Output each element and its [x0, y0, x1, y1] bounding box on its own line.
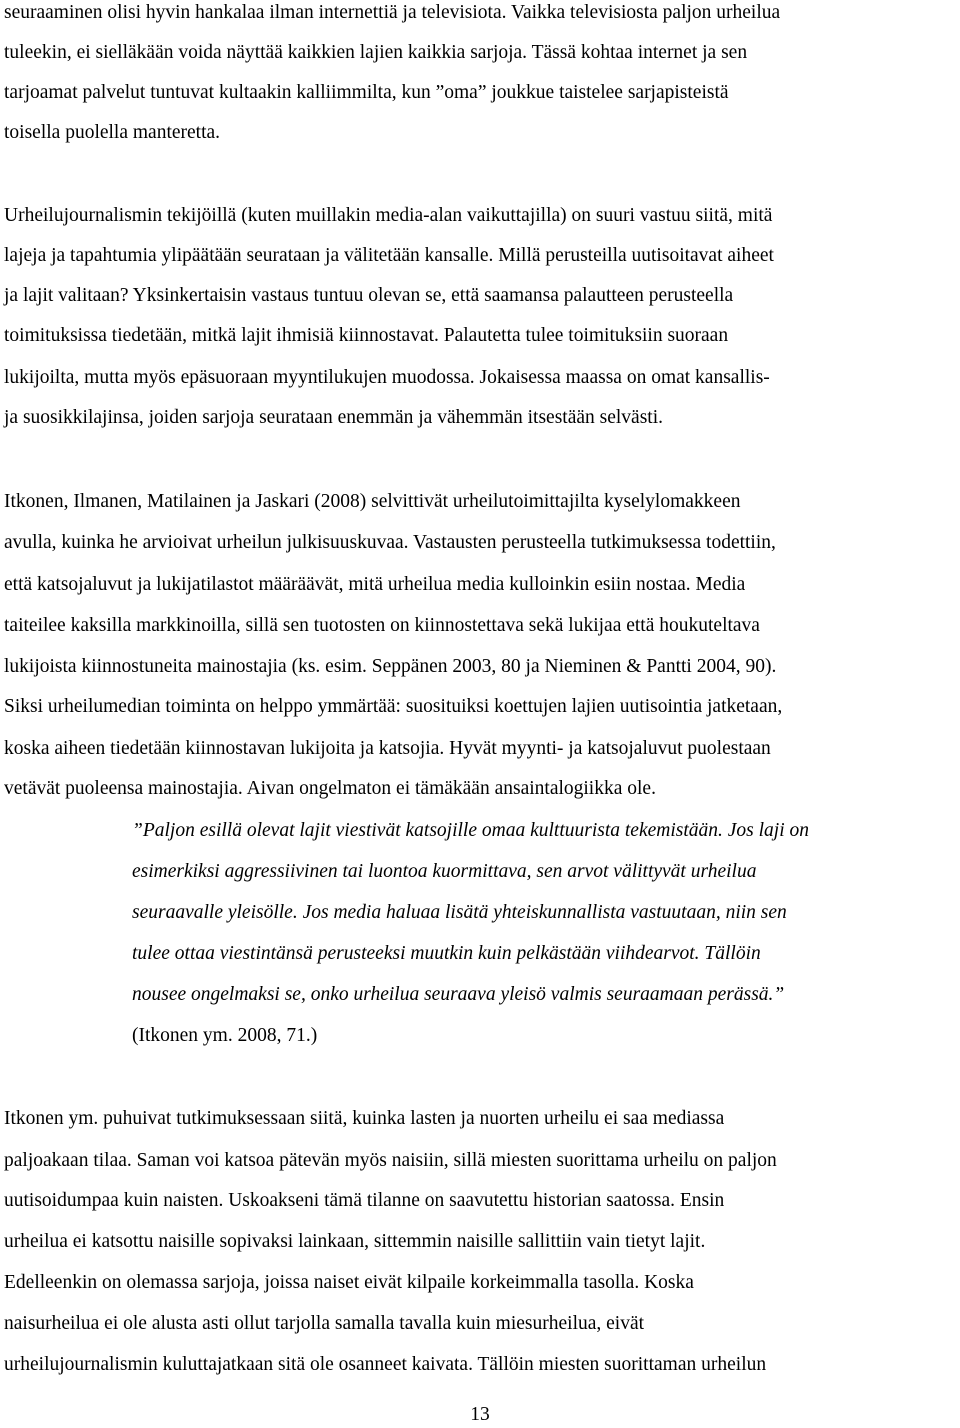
text-line: avulla, kuinka he arvioivat urheilun julkisuuskuvaa. Vastausten perusteella tutkimuksessa todettiin, — [4, 532, 776, 553]
text-line: Itkonen, Ilmanen, Matilainen ja Jaskari (2008) selvittivät urheilutoimittajilta kyselylomakkeen — [4, 491, 741, 512]
page-number: 13 — [470, 1404, 490, 1425]
text-line: koska aiheen tiedetään kiinnostavan lukijoita ja katsojia. Hyvät myynti- ja katsojaluvut puolestaan — [4, 738, 771, 759]
text-line: lajeja ja tapahtumia ylipäätään seurataan ja välitetään kansalle. Millä perusteilla uutisoitavat aiheet — [4, 245, 774, 266]
text-line: toisella puolella manteretta. — [4, 122, 221, 143]
quote-line: nousee ongelmaksi se, onko urheilua seuraava yleisö valmis seuraamaan perässä.” — [132, 984, 785, 1005]
quote-line: seuraavalle yleisölle. Jos media haluaa lisätä yhteiskunnallista vastuutaan, niin sen — [132, 902, 787, 923]
text-line: urheilua ei katsottu naisille sopivaksi lainkaan, sittemmin naisille sallittiin vain tietyt lajit. — [4, 1231, 706, 1252]
text-line: vetävät puoleensa mainostajia. Aivan ongelmaton ei tämäkään ansaintalogiikka ole. — [4, 778, 656, 799]
text-line: urheilujournalismin kuluttajatkaan sitä ole osanneet kaivata. Tällöin miesten suorittaman urheilun — [4, 1354, 767, 1375]
text-line: lukijoista kiinnostuneita mainostajia (ks. esim. Seppänen 2003, 80 ja Nieminen & Pantti 2004, 90). — [4, 656, 777, 677]
text-line: ja lajit valitaan? Yksinkertaisin vastaus tuntuu olevan se, että saamansa palautteen perusteella — [4, 285, 734, 306]
quote-line: ”Paljon esillä olevat lajit viestivät katsojille omaa kulttuurista tekemistään. Jos laji on — [132, 820, 810, 841]
text-line: taiteilee kaksilla markkinoilla, sillä sen tuotosten on kiinnostettava sekä lukijaa että houkuteltava — [4, 615, 760, 636]
quote-citation: (Itkonen ym. 2008, 71.) — [132, 1025, 318, 1046]
text-line: paljoakaan tilaa. Saman voi katsoa pätevän myös naisiin, sillä miesten suorittama urheilu on paljon — [4, 1150, 777, 1171]
text-line: seuraaminen olisi hyvin hankalaa ilman internettiä ja televisiota. Vaikka televisiosta paljon urheilua — [4, 2, 781, 23]
text-line: uutisoidumpaa kuin naisten. Uskoakseni tämä tilanne on saavutettu historian saatossa. Ensin — [4, 1190, 725, 1211]
quote-line: esimerkiksi aggressiivinen tai luontoa kuormittava, sen arvot välittyvät urheilua — [132, 861, 757, 882]
text-line: tuleekin, ei sielläkään voida näyttää kaikkien lajien kaikkia sarjoja. Tässä kohtaa internet ja sen — [4, 42, 748, 63]
text-line: että katsojaluvut ja lukijatilastot määräävät, mitä urheilua media kulloinkin esiin nostaa. Media — [4, 574, 746, 595]
quote-line: tulee ottaa viestintänsä perusteeksi muutkin kuin pelkästään viihdearvot. Tällöin — [132, 943, 761, 964]
text-line: Siksi urheilumedian toiminta on helppo ymmärtää: suosituiksi koettujen lajien uutisointia jatketaan, — [4, 696, 783, 717]
text-line: naisurheilua ei ole alusta asti ollut tarjolla samalla tavalla kuin miesurheilua, eivät — [4, 1313, 645, 1334]
text-line: Edelleenkin on olemassa sarjoja, joissa naiset eivät kilpaile korkeimmalla tasolla. Koska — [4, 1272, 694, 1293]
text-line: Urheilujournalismin tekijöillä (kuten muillakin media-alan vaikuttajilla) on suuri vastuu siitä, mitä — [4, 205, 773, 226]
text-line: ja suosikkilajinsa, joiden sarjoja seurataan enemmän ja vähemmän itsestään selvästi. — [4, 407, 664, 428]
text-line: lukijoilta, mutta myös epäsuoraan myyntilukujen muodossa. Jokaisessa maassa on omat kansallis- — [4, 367, 770, 388]
text-line: tarjoamat palvelut tuntuvat kultaakin kalliimmilta, kun ”oma” joukkue taistelee sarjapisteistä — [4, 82, 729, 103]
text-line: toimituksissa tiedetään, mitkä lajit ihmisiä kiinnostavat. Palautetta tulee toimituksiin suoraan — [4, 325, 729, 346]
text-line: Itkonen ym. puhuivat tutkimuksessaan siitä, kuinka lasten ja nuorten urheilu ei saa mediassa — [4, 1108, 725, 1129]
